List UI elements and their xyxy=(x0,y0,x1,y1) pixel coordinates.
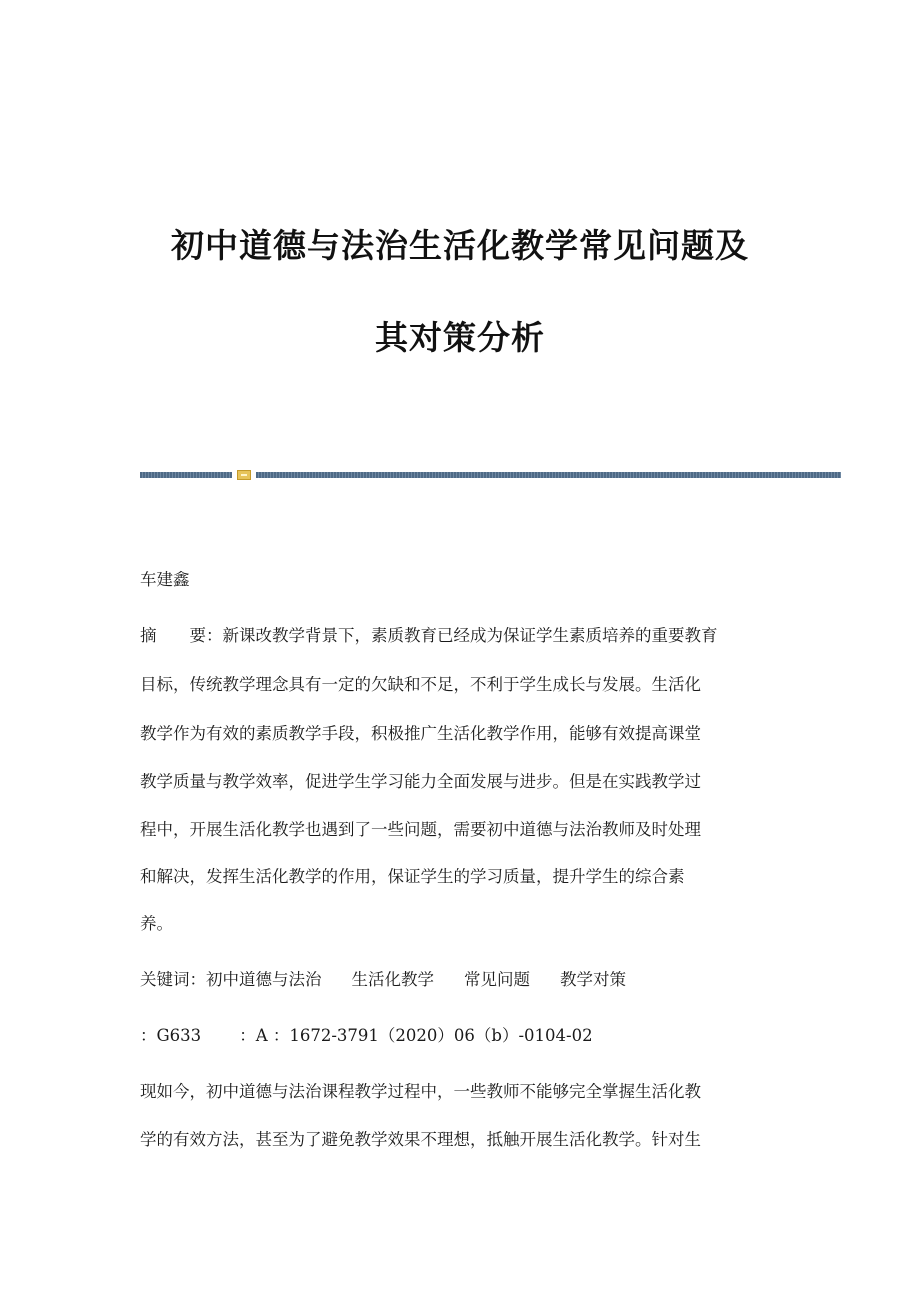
abstract-line-6: 和解决，发挥生活化教学的作用，保证学生的学习质量，提升学生的综合素 xyxy=(140,867,685,886)
document-code: ：A ：1672-3791（2020）06（b）-0104-02 xyxy=(239,1026,593,1045)
abstract-text: 新课改教学背景下，素质教育已经成为保证学生素质培养的重要教育 xyxy=(222,626,718,645)
abstract-line-1 xyxy=(140,626,718,646)
body-line-1: 现如今，初中道德与法治课程教学过程中，一些教师不能够完全掌握生活化教 xyxy=(140,1082,701,1101)
page-title-line-2: 其对策分析 xyxy=(375,318,545,357)
keyword-item: 生活化教学 xyxy=(351,970,434,989)
abstract-line-2: 目标，传统教学理念具有一定的欠缺和不足，不利于学生成长与发展。生活化 xyxy=(140,675,701,694)
keyword-item: 初中道德与法治 xyxy=(206,970,322,989)
title-divider xyxy=(140,470,841,480)
abstract-label: 摘 要： xyxy=(140,626,223,645)
divider-bar-left xyxy=(140,472,232,478)
abstract-line-5: 程中，开展生活化教学也遇到了一些问题，需要初中道德与法治教师及时处理 xyxy=(140,820,701,839)
keyword-item: 常见问题 xyxy=(464,970,530,989)
author-name: 车建鑫 xyxy=(140,570,190,589)
abstract-line-7: 养。 xyxy=(140,914,173,933)
abstract-line-3: 教学作为有效的素质教学手段，积极推广生活化教学作用，能够有效提高课堂 xyxy=(140,724,701,743)
page-title-line-1: 初中道德与法治生活化教学常见问题及 xyxy=(171,226,749,265)
abstract-line-4: 教学质量与教学效率，促进学生学习能力全面发展与进步。但是在实践教学过 xyxy=(140,772,701,791)
classification-line xyxy=(140,1026,593,1046)
body-line-2: 学的有效方法，甚至为了避免教学效果不理想，抵触开展生活化教学。针对生 xyxy=(140,1130,701,1149)
divider-bar-right xyxy=(256,472,841,478)
keywords-label: 关键词： xyxy=(140,970,206,989)
clc-number: ：G633 xyxy=(140,1026,202,1045)
keywords-line xyxy=(140,970,626,990)
divider-ornament-icon xyxy=(237,470,251,480)
keyword-item: 教学对策 xyxy=(560,970,626,989)
